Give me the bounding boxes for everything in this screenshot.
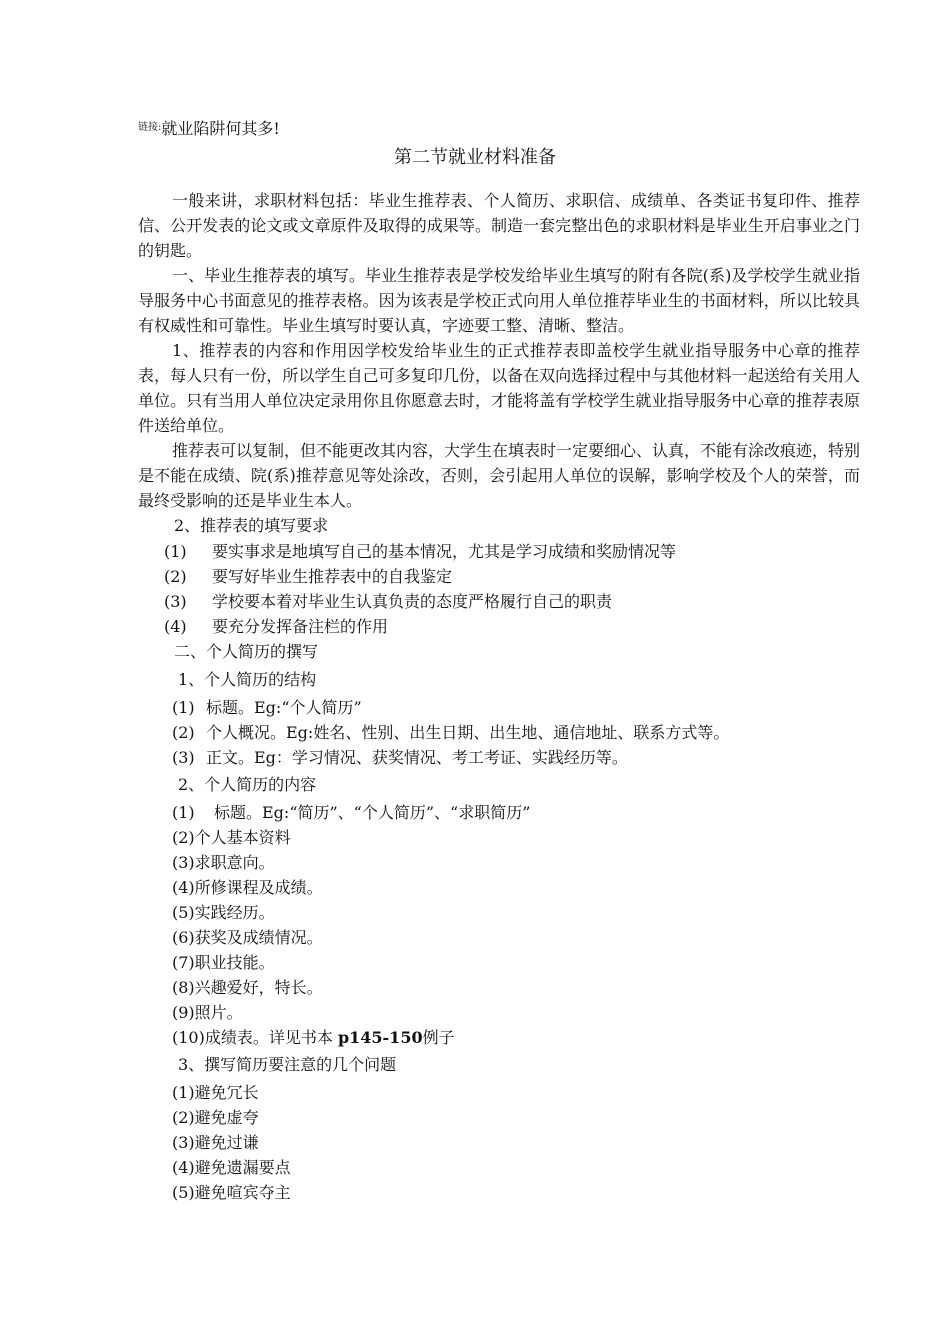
list-item-text: 要写好毕业生推荐表中的自我鉴定 [212, 567, 453, 586]
list-item [138, 564, 860, 589]
list-item [138, 800, 860, 825]
link-text[interactable]: 就业陷阱何其多! [161, 119, 280, 138]
list-item-text: 标题。Eg:“简历”、“个人简历”、“求职简历” [214, 803, 531, 822]
heading-resume-notes: 3、撰写简历要注意的几个问题 [178, 1055, 397, 1074]
paragraph-recommendation-form: 一、毕业生推荐表的填写。毕业生推荐表是学校发给毕业生填写的附有各院(系)及学校学生就业指导服务中心书面意见的推荐表格。因为该表是学校正式向用人单位推荐毕业生的书面材料，所以比较具有权威性和可靠性。毕业生填写时要认真，字迹要工整、清晰、整洁。 [138, 266, 860, 335]
list-item-number: (1) [172, 803, 195, 822]
list-item [138, 695, 860, 720]
list-item: (2)避免虚夸 [172, 1108, 259, 1127]
list-item-text: 要充分发挥备注栏的作用 [212, 617, 389, 636]
resume-notes-list [138, 1080, 860, 1205]
list-item: (4)避免遗漏要点 [172, 1158, 291, 1177]
link-line [138, 116, 280, 139]
list-item-text: 标题。Eg:“个人简历” [206, 698, 362, 717]
list-item [138, 589, 860, 614]
heading-form-requirements: 2、推荐表的填写要求 [174, 516, 329, 535]
resume-structure-list [138, 695, 860, 770]
list-item: (1)避免冗长 [172, 1083, 259, 1102]
list-item-number: (1) [164, 542, 187, 561]
paragraph-form-copy: 推荐表可以复制，但不能更改其内容，大学生在填表时一定要细心、认真，不能有涂改痕迹，特别是不能在成绩、院(系)推荐意见等处涂改，否则，会引起用人单位的误解，影响学校及个人的荣誉，而最终受影响的还是毕业生本人。 [138, 441, 861, 510]
list-item-number: (1) [172, 698, 195, 717]
heading-resume-content: 2、个人简历的内容 [178, 775, 317, 794]
paragraph-form-content: 1、推荐表的内容和作用因学校发给毕业生的正式推荐表即盖校学生就业指导服务中心章的推荐表，每人只有一份，所以学生自己可多复印几份，以备在双向选择过程中与其他材料一起送给有关用人单位。只有当用人单位决定录用你且你愿意去时，才能将盖有学校学生就业指导服务中心章的推荐表原件送给单位。 [138, 341, 860, 435]
list-item-number: (2) [172, 723, 195, 742]
document-body [138, 188, 860, 1205]
list-item: (2)个人基本资料 [172, 828, 291, 847]
list-item: (5)实践经历。 [172, 903, 275, 922]
list-item-text: 个人概况。Eg:姓名、性别、出生日期、出生地、通信地址、联系方式等。 [206, 723, 730, 742]
resume-content-list [138, 800, 860, 1050]
list-item [138, 539, 860, 564]
list-item [138, 720, 860, 745]
link-prefix: 链接: [138, 122, 162, 133]
list-item: (7)职业技能。 [172, 953, 275, 972]
list-item-number: (2) [164, 567, 187, 586]
list-item: (3)求职意向。 [172, 853, 275, 872]
list-item: (9)照片。 [172, 1003, 243, 1022]
list-item-text: 要实事求是地填写自己的基本情况，尤其是学习成绩和奖励情况等 [212, 542, 677, 561]
list-item-number: (3) [172, 748, 195, 767]
list-item-text: 学校要本着对毕业生认真负责的态度严格履行自己的职责 [212, 592, 613, 611]
page-range: p145-150 [337, 1028, 423, 1047]
list-item: (5)避免喧宾夺主 [172, 1183, 291, 1202]
list-item-number: (3) [164, 592, 187, 611]
list-item [138, 745, 860, 770]
list-item [138, 614, 860, 639]
paragraph-intro: 一般来讲，求职材料包括：毕业生推荐表、个人简历、求职信、成绩单、各类证书复印件、推荐信、公开发表的论文或文章原件及取得的成果等。制造一套完整出色的求职材料是毕业生开启事业之门的钥匙。 [138, 191, 860, 260]
heading-resume-structure: 1、个人简历的结构 [178, 670, 317, 689]
section-title: 第二节就业材料准备 [394, 147, 556, 168]
list-item-text: (10)成绩表。详见书本 [172, 1028, 333, 1047]
list-item: (8)兴趣爱好，特长。 [172, 978, 323, 997]
heading-resume: 二、个人简历的撰写 [174, 642, 319, 661]
list-item-number: (4) [164, 617, 187, 636]
form-requirements-list [138, 539, 860, 639]
list-item: (4)所修课程及成绩。 [172, 878, 323, 897]
list-item-text: 正文。Eg：学习情况、获奖情况、考工考证、实践经历等。 [206, 748, 628, 767]
list-item: (6)获奖及成绩情况。 [172, 928, 323, 947]
list-item [138, 1025, 860, 1050]
list-item-suffix: 例子 [422, 1028, 455, 1047]
list-item: (3)避免过谦 [172, 1133, 259, 1152]
